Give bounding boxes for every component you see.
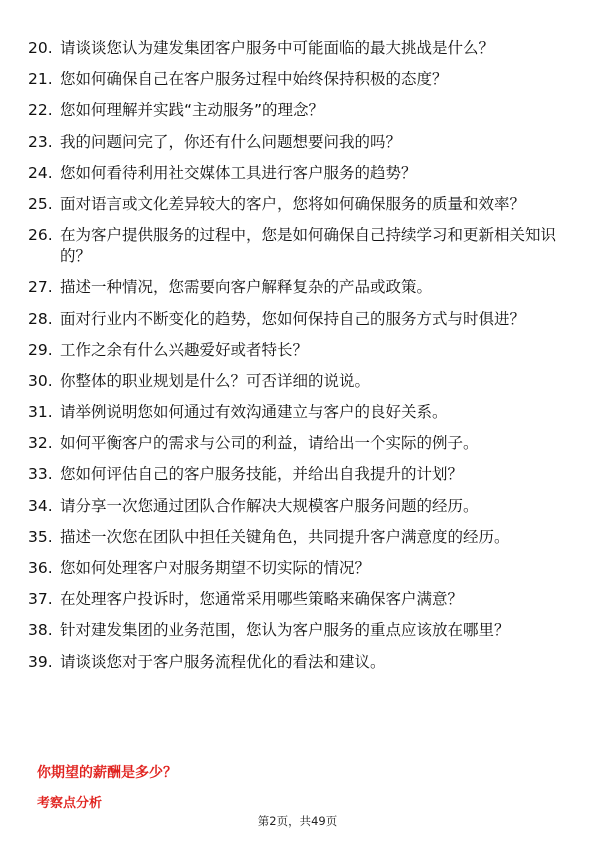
question-number: 39.: [28, 652, 53, 671]
question-item: [28, 132, 568, 153]
question-number: 30.: [28, 371, 53, 390]
question-item: [28, 652, 568, 673]
question-number: 27.: [28, 278, 53, 297]
question-item: [28, 464, 568, 485]
question-item: [28, 371, 568, 392]
question-item: [28, 496, 568, 517]
question-text: 请谈谈您认为建发集团客户服务中可能面临的最大挑战是什么？: [60, 39, 495, 57]
question-number: 38.: [28, 621, 53, 640]
question-number: 32.: [28, 434, 53, 453]
question-item: [28, 38, 568, 59]
question-text: 描述一次您在团队中担任关键角色，共同提升客户满意度的经历。: [60, 527, 510, 546]
question-text: 针对建发集团的业务范围，您认为客户服务的重点应该放在哪里？: [60, 621, 510, 640]
question-text: 描述一种情况，您需要向客户解释复杂的产品或政策。: [60, 278, 433, 297]
question-text: 工作之余有什么兴趣爱好或者特长？: [60, 340, 309, 359]
question-item: [28, 100, 568, 121]
question-number: 25.: [28, 194, 53, 213]
question-number: 29.: [28, 340, 53, 359]
question-text: 如何平衡客户的需求与公司的利益，请给出一个实际的例子。: [60, 434, 479, 453]
question-item: [28, 277, 568, 298]
question-text: 你整体的职业规划是什么？可否详细的说说。: [60, 371, 371, 390]
question-item: [28, 433, 568, 454]
question-item: [28, 402, 568, 423]
question-text: 在为客户提供服务的过程中，您是如何确保自己持续学习和更新相关知识的？: [60, 226, 557, 266]
question-number: 21.: [28, 70, 53, 89]
question-number: 22.: [28, 101, 53, 120]
question-item: [28, 527, 568, 548]
question-text: 您如何理解并实践“主动服务”的理念？: [60, 101, 325, 120]
question-number: 34.: [28, 496, 53, 515]
question-number: 36.: [28, 559, 53, 577]
question-number: 24.: [28, 163, 53, 182]
question-item: [28, 340, 568, 361]
question-text: 您如何看待利用社交媒体工具进行客户服务的趋势？: [60, 163, 417, 182]
question-item: [28, 558, 568, 579]
question-number: 23.: [28, 132, 53, 151]
question-number: 20.: [28, 39, 53, 57]
question-text: 您如何评估自己的客户服务技能，并给出自我提升的计划？: [60, 465, 464, 484]
question-text: 我的问题问完了，你还有什么问题想要问我的吗？: [60, 132, 402, 151]
question-number: 37.: [28, 590, 53, 609]
question-text: 您如何确保自己在客户服务过程中始终保持积极的态度？: [60, 70, 448, 89]
question-number: 35.: [28, 527, 53, 546]
question-number: 26.: [28, 226, 53, 245]
question-text: 在处理客户投诉时，您通常采用哪些策略来确保客户满意？: [60, 590, 464, 609]
question-number: 28.: [28, 309, 53, 328]
question-text: 请谈谈您对于客户服务流程优化的看法和建议。: [60, 652, 386, 671]
question-text: 面对语言或文化差异较大的客户，您将如何确保服务的质量和效率？: [60, 194, 526, 213]
question-text: 面对行业内不断变化的趋势，您如何保持自己的服务方式与时俱进？: [60, 309, 526, 328]
question-item: [28, 225, 568, 267]
question-item: [28, 309, 568, 330]
question-list: [28, 38, 568, 683]
question-item: [28, 589, 568, 610]
analysis-heading: 考察点分析: [37, 796, 103, 811]
page-footer: 第2页，共49页: [257, 814, 338, 828]
salary-question-heading: 你期望的薪酬是多少？: [37, 765, 177, 781]
question-text: 请分享一次您通过团队合作解决大规模客户服务问题的经历。: [60, 496, 479, 515]
question-text: 您如何处理客户对服务期望不切实际的情况？: [60, 559, 371, 577]
question-item: [28, 620, 568, 641]
question-item: [28, 194, 568, 215]
question-number: 31.: [28, 403, 53, 422]
question-number: 33.: [28, 465, 53, 484]
question-item: [28, 69, 568, 90]
question-item: [28, 163, 568, 184]
question-text: 请举例说明您如何通过有效沟通建立与客户的良好关系。: [60, 403, 448, 422]
